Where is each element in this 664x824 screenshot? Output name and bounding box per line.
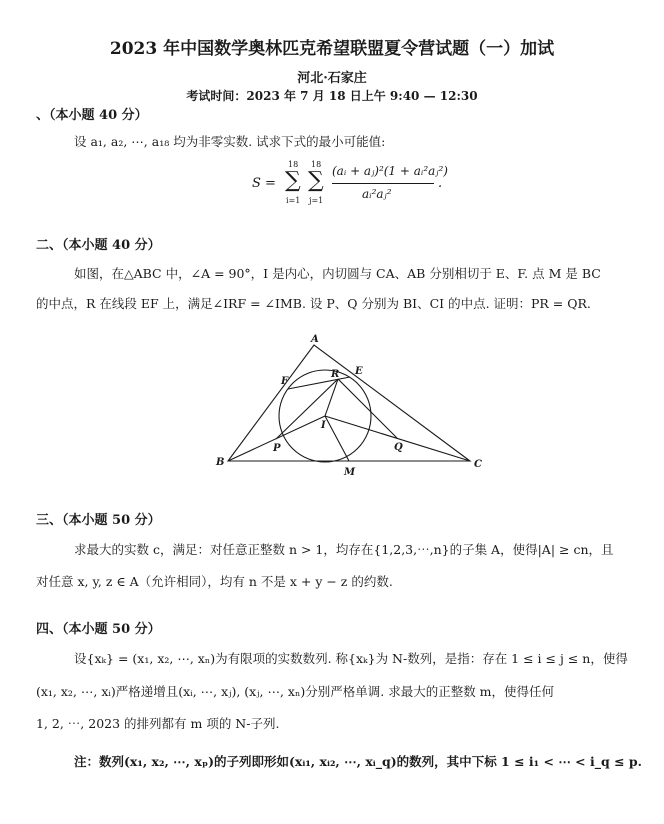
document-title: 2023 年中国数学奥林匹克希望联盟夏令营试题（一）加试: [109, 39, 555, 59]
formula-lhs: S =: [252, 176, 276, 191]
label-a: A: [311, 334, 319, 345]
problem-4-heading: 四、（本小题 50 分）: [36, 622, 161, 637]
problem-3-line-2: 对任意 x, y, z ∈ A（允许相同），均有 n 不是 x + y − z 的约数.: [36, 574, 393, 589]
exam-time: 考试时间：2023 年 7 月 18 日上午 9:40 — 12:30: [186, 89, 478, 103]
label-b: B: [216, 457, 225, 468]
label-i: I: [321, 420, 326, 431]
label-e: E: [355, 366, 363, 377]
formula-denominator: aᵢ²aⱼ²: [362, 187, 392, 201]
sum-i-upper: 18: [288, 160, 299, 169]
sigma-j-symbol: ∑: [308, 168, 324, 193]
formula-numerator: (aᵢ + aⱼ)²(1 + aᵢ²aⱼ²): [332, 164, 448, 178]
problem-1-formula: [252, 160, 452, 212]
sum-j-upper: 18: [311, 160, 322, 169]
fraction-bar: [332, 183, 434, 184]
problem-4-line-3: 1, 2, ⋯, 2023 的排列都有 m 项的 N-子列.: [36, 716, 280, 731]
problem-1-text: 设 a₁, a₂, ⋯, a₁₈ 均为非零实数. 试求下式的最小可能值:: [74, 134, 386, 149]
problem-4-line-1: 设{xₖ} = (x₁, x₂, ⋯, xₙ)为有限项的实数数列. 称{xₖ}为 N-数列，是指：存在 1 ≤ i ≤ j ≤ n，使得: [74, 651, 628, 666]
label-r: R: [331, 369, 340, 380]
segment-ci: [325, 416, 470, 461]
label-p: P: [273, 443, 281, 454]
problem-2-line-1: 如图，在△ABC 中，∠A = 90°，I 是内心，内切圆与 CA、AB 分别相切于 E、F. 点 M 是 BC: [74, 266, 601, 281]
exam-location: 河北·石家庄: [297, 71, 367, 86]
formula-period: .: [438, 176, 443, 191]
problem-3-heading: 三、（本小题 50 分）: [36, 513, 161, 528]
label-f: F: [281, 376, 289, 387]
label-c: C: [474, 459, 482, 470]
segment-rp: [276, 379, 338, 439]
label-q: Q: [394, 442, 403, 453]
problem-2-heading: 二、（本小题 40 分）: [36, 238, 161, 253]
problem-3-line-1: 求最大的实数 c，满足：对任意正整数 n > 1，均存在{1,2,3,⋯,n}的子集 A，使得|A| ≥ cn，且: [74, 542, 614, 557]
sum-i-lower: i=1: [286, 196, 301, 205]
problem-4-note: 注：数列(x₁, x₂, ⋯, xₚ)的子列即形如(xᵢ₁, xᵢ₂, ⋯, xᵢ_q)的数列，其中下标 1 ≤ i₁ < ⋯ < i_q ≤ p.: [74, 754, 643, 769]
problem-1-heading: 、（本小题 40 分）: [36, 108, 148, 123]
problem-2-line-2: 的中点，R 在线段 EF 上，满足∠IRF = ∠IMB. 设 P、Q 分别为 BI、CI 的中点. 证明：PR = QR.: [36, 296, 591, 311]
geometry-figure: [210, 330, 490, 480]
sigma-i-symbol: ∑: [285, 168, 301, 193]
label-m: M: [344, 467, 356, 478]
problem-4-line-2: (x₁, x₂, ⋯, xᵢ)严格递增且(xᵢ, ⋯, xⱼ), (xⱼ, ⋯, xₙ)分别严格单调. 求最大的正整数 m，使得任何: [36, 684, 555, 699]
sum-j-lower: j=1: [309, 196, 324, 205]
